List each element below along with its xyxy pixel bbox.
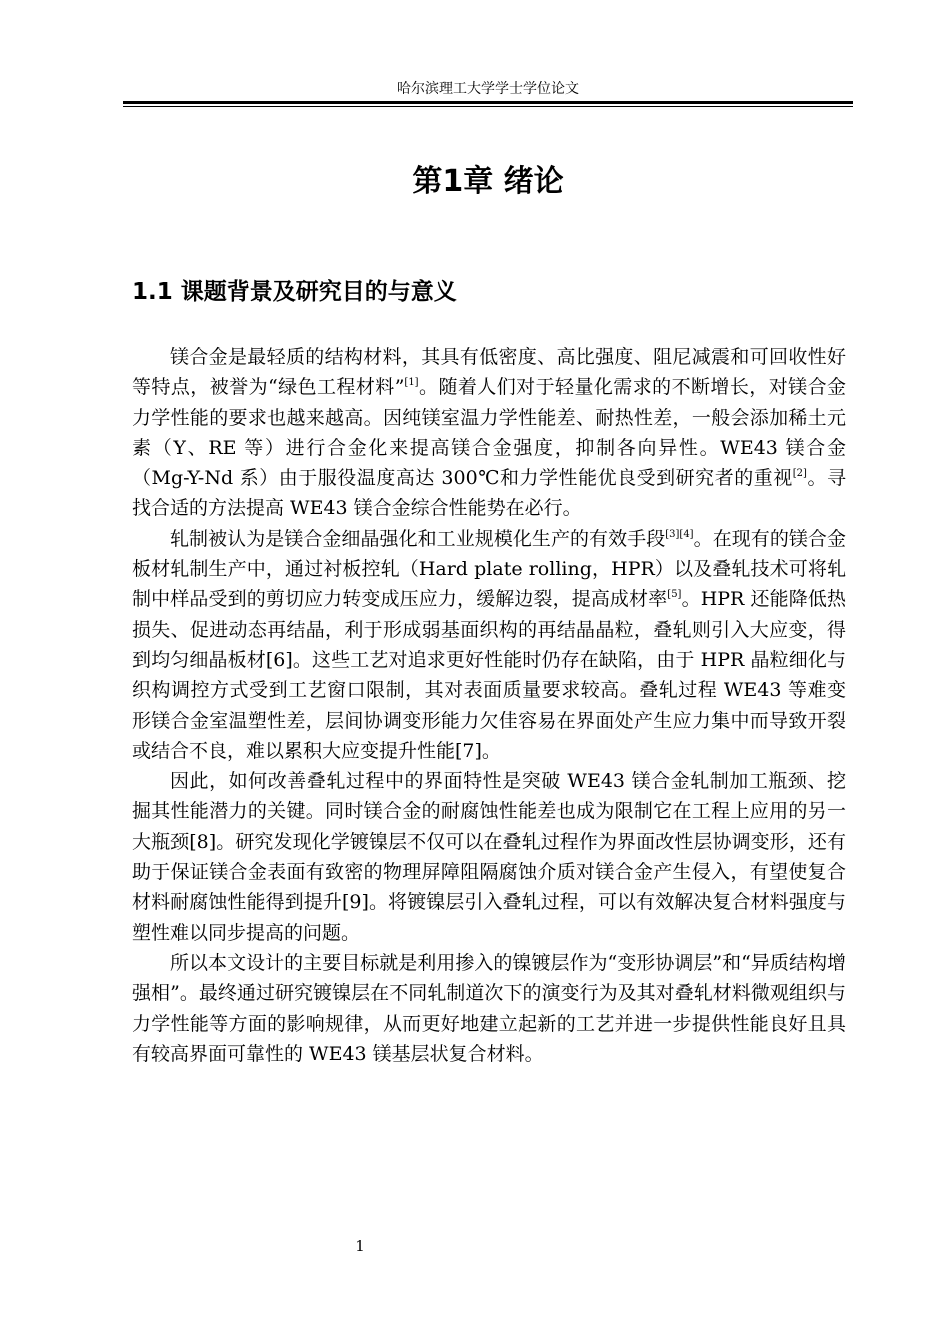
paragraph-text: 。寻找合适的方法提高 WE43 镁合金综合性能势在必行。 [132, 467, 846, 520]
paragraph-text: 所以本文设计的主要目标就是利用掺入的镍镀层作为“变形协调层”和“异质结构增强相”。最终通过研究镀镍层在不同轧制道次下的演变行为及其对叠轧材料微观组织与力学性能等方面的影响规律，从而更好地建立起新的工艺并进一步提供性能良好且具有较高界面可靠性的 WE43 镁基层状复合材料。 [132, 951, 846, 1065]
body-paragraph [132, 342, 846, 524]
paragraph-text: 。HPR 还能降低热损失、促进动态再结晶，利于形成弱基面织构的再结晶晶粒，叠轧则引入大应变，得到均匀细晶板材[6]。这些工艺对追求更好性能时仍存在缺陷，由于 HPR 晶粒细化与织构调控方式受到工艺窗口限制，其对表面质量要求较高。叠轧过程 WE43 等难变形镁合金室温塑性差，层间协调变形能力欠佳容易在界面处产生应力集中而导致开裂或结合不良，难以累积大应变提升性能[7]。 [132, 588, 846, 762]
running-header: 哈尔滨理工大学学士学位论文 [397, 81, 579, 97]
body-paragraph [132, 524, 846, 766]
citation-superscript: [1] [404, 377, 419, 389]
paragraph-text: 镁合金是最轻质的结构材料，其具有低密度、高比强度、阻尼减震和可回收性好等特点，被誉为“绿色工程材料” [132, 346, 846, 399]
header-rule-thick [123, 101, 853, 104]
chapter-title: 第1章 绪论 [412, 164, 564, 199]
paragraph-text: 。在现有的镁合金板材轧制生产中，通过衬板控轧（Hard plate rolling，HPR）以及叠轧技术可将轧制中样品受到的剪切应力转变成压应力，缓解边裂，提高成材率 [132, 527, 846, 611]
page-number: 1 [355, 1237, 365, 1255]
body-paragraph [132, 766, 846, 948]
citation-superscript: [3][4] [665, 528, 694, 540]
paragraph-text: 。随着人们对于轻量化需求的不断增长，对镁合金力学性能的要求也越来越高。因纯镁室温力学性能差、耐热性差，一般会添加稀土元素（Y、RE 等）进行合金化来提高镁合金强度，抑制各向异性。WE43 镁合金（Mg-Y-Nd 系）由于服役温度高达 300℃和力学性能优良受到研究者的重视 [132, 376, 846, 490]
paragraph-text: 轧制被认为是镁合金细晶强化和工业规模化生产的有效手段 [170, 527, 666, 550]
body-text [132, 342, 846, 1069]
section-title: 1.1 课题背景及研究目的与意义 [132, 279, 457, 305]
citation-superscript: [2] [792, 468, 807, 480]
header-rule-thin [123, 106, 853, 107]
paragraph-text: 因此，如何改善叠轧过程中的界面特性是突破 WE43 镁合金轧制加工瓶颈、挖掘其性能潜力的关键。同时镁合金的耐腐蚀性能差也成为限制它在工程上应用的另一大瓶颈[8]。研究发现化学镀镍层不仅可以在叠轧过程作为界面改性层协调变形，还有助于保证镁合金表面有致密的物理屏障阻隔腐蚀介质对镁合金产生侵入，有望使复合材料耐腐蚀性能得到提升[9]。将镀镍层引入叠轧过程，可以有效解决复合材料强度与塑性难以同步提高的问题。 [132, 770, 846, 944]
body-paragraph [132, 948, 846, 1069]
citation-superscript: [5] [667, 589, 682, 601]
